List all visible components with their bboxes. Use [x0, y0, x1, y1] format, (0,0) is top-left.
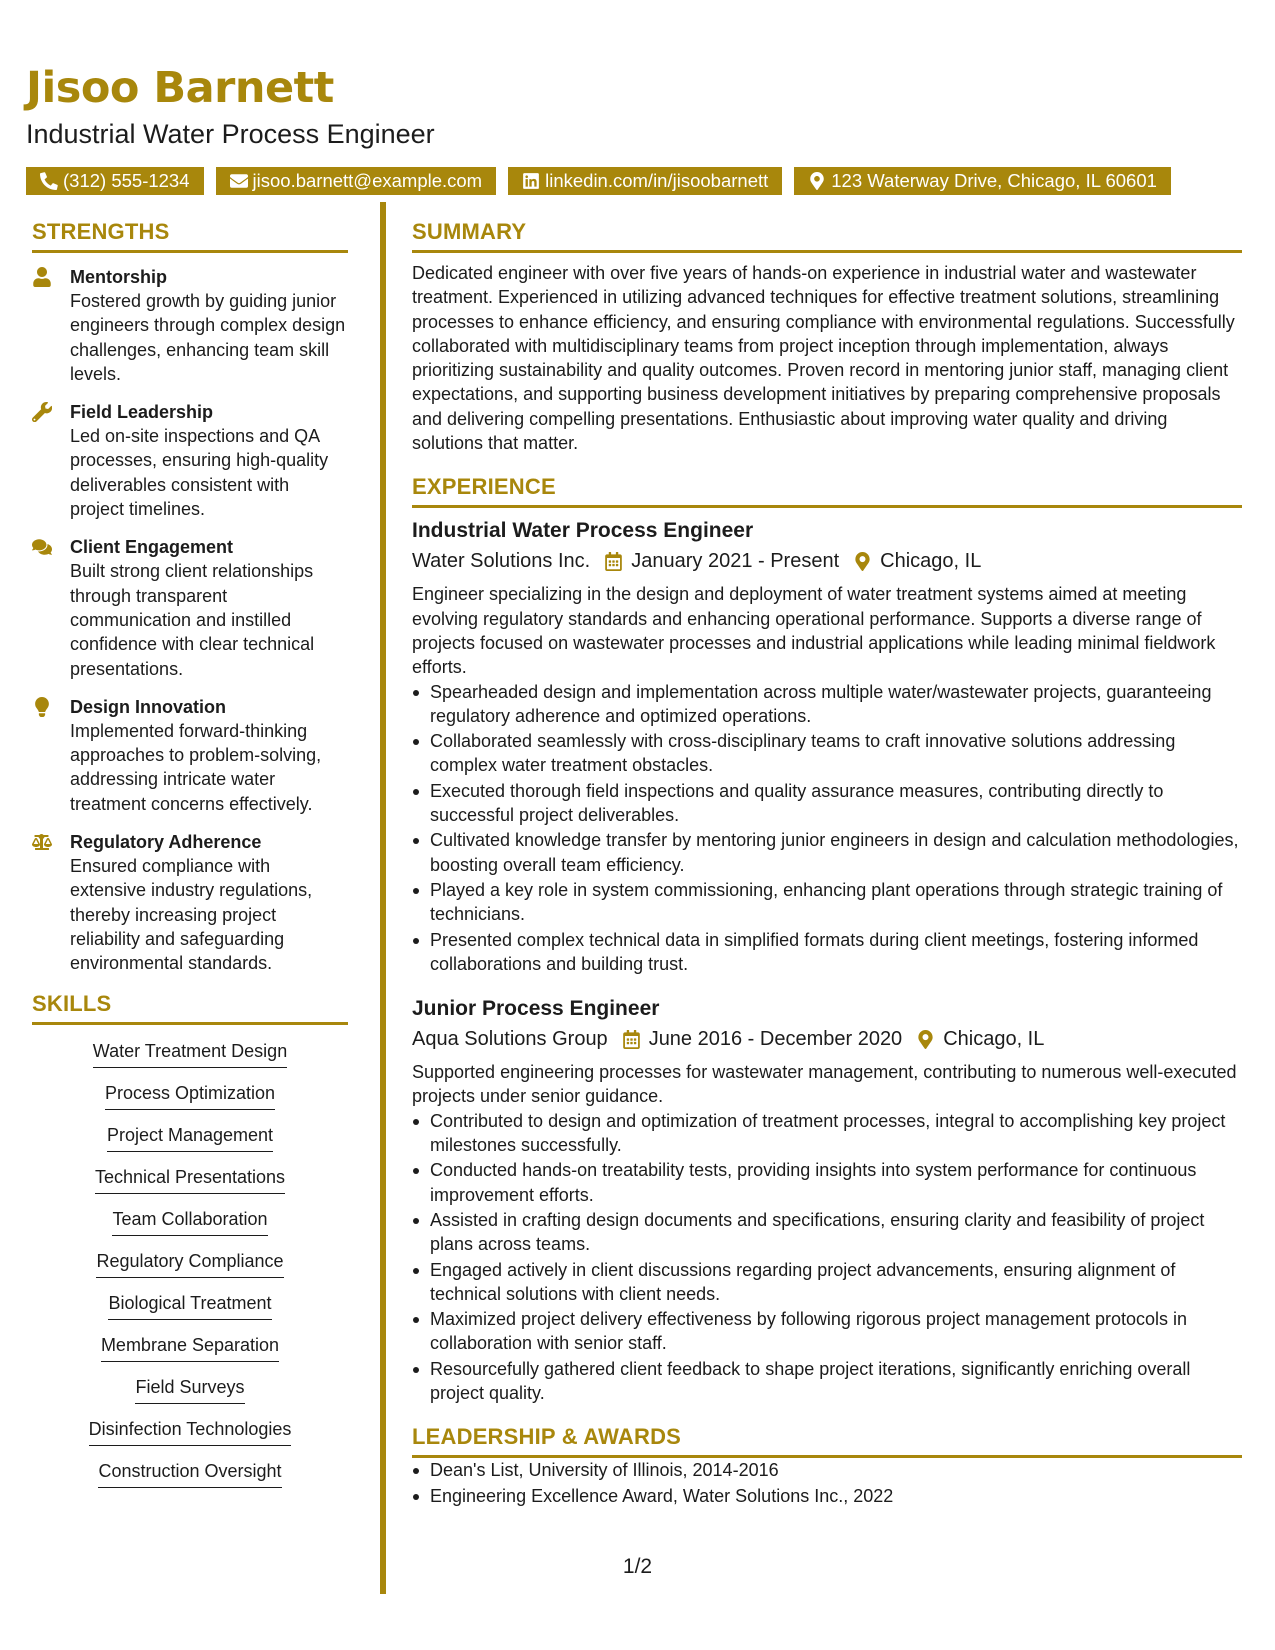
list-item: Spearheaded design and implementation across multiple water/wastewater projects, guaranteeing regulatory adherence and optimized operations.	[412, 680, 1242, 729]
skill-item: Field Surveys	[135, 1375, 244, 1404]
envelope-icon	[230, 172, 248, 190]
map-marker-icon	[808, 172, 826, 190]
strength-title: Mentorship	[70, 267, 167, 287]
strength-item	[32, 535, 348, 680]
skill-item: Regulatory Compliance	[96, 1249, 283, 1278]
calendar-icon	[604, 552, 623, 571]
candidate-title: Industrial Water Process Engineer	[26, 119, 435, 149]
strength-text: Built strong client relationships through transparent communication and instilled confidence with clear technical presentations.	[70, 561, 315, 679]
map-marker-icon	[916, 1030, 935, 1049]
list-item: Engineering Excellence Award, Water Solutions Inc., 2022	[412, 1484, 1242, 1508]
list-item: Assisted in crafting design documents and specifications, ensuring clarity and feasibility of project plans across teams.	[412, 1208, 1242, 1257]
job-meta	[412, 1024, 1242, 1054]
skill-item: Team Collaboration	[112, 1207, 267, 1236]
skill-item: Technical Presentations	[95, 1165, 285, 1194]
strength-title: Regulatory Adherence	[70, 832, 262, 853]
contact-address[interactable]	[794, 167, 1171, 195]
strengths-heading: STRENGTHS	[32, 218, 348, 253]
comments-icon	[32, 537, 52, 557]
contact-address-text: 123 Waterway Drive, Chicago, IL 60601	[831, 170, 1157, 191]
list-item: Conducted hands-on treatability tests, providing insights into system performance for continuous improvement efforts.	[412, 1158, 1242, 1207]
job-entry	[412, 994, 1242, 1405]
summary-heading: SUMMARY	[412, 218, 1242, 253]
user-icon	[32, 267, 52, 287]
job-location: Chicago, IL	[943, 1028, 1045, 1051]
list-item: Engaged actively in client discussions regarding project advancements, ensuring alignment of technical solutions with client needs.	[412, 1258, 1242, 1307]
list-item: Maximized project delivery effectiveness by following rigorous project management protocols in collaboration with senior staff.	[412, 1307, 1242, 1356]
strength-item	[32, 265, 348, 386]
column-divider	[380, 202, 386, 1594]
list-item: Contributed to design and optimization of treatment processes, integral to accomplishing key project milestones successfully.	[412, 1109, 1242, 1158]
contact-email-text: jisoo.barnett@example.com	[252, 170, 483, 191]
wrench-icon	[32, 402, 52, 422]
skill-item: Project Management	[107, 1123, 273, 1152]
contact-linkedin-text: linkedin.com/in/jisoobarnett	[545, 170, 769, 191]
awards-list	[412, 1458, 1242, 1508]
resume-header	[26, 60, 1246, 195]
strength-text: Fostered growth by guiding junior engineers through complex design challenges, enhancing team skill levels.	[70, 291, 346, 384]
job-dates: January 2021 - Present	[631, 550, 840, 573]
skills-heading: SKILLS	[32, 990, 348, 1025]
job-bullets	[412, 680, 1242, 977]
job-title: Industrial Water Process Engineer	[412, 519, 754, 543]
strength-item	[32, 400, 348, 521]
strength-title: Design Innovation	[70, 696, 227, 717]
job-description: Engineer specializing in the design and deployment of water treatment systems aimed at meeting evolving regulatory standards and enhancing operational performance. Supports a diverse range of projects focused on wastewater processes and industrial applications while leading minimal fieldwork efforts.	[412, 584, 1216, 678]
contact-phone[interactable]	[26, 167, 204, 195]
linkedin-icon	[522, 172, 540, 190]
list-item: Dean's List, University of Illinois, 2014-2016	[412, 1458, 1242, 1482]
list-item: Cultivated knowledge transfer by mentoring junior engineers in design and calculation methodologies, boosting overall team efficiency.	[412, 828, 1242, 877]
balance-scale-icon	[32, 832, 52, 852]
job-dates: June 2016 - December 2020	[648, 1028, 903, 1051]
contact-linkedin[interactable]	[508, 167, 782, 195]
list-item: Presented complex technical data in simplified formats during client meetings, fostering informed collaborations and building trust.	[412, 928, 1242, 977]
contact-phone-text: (312) 555-1234	[63, 170, 190, 191]
job-title: Junior Process Engineer	[412, 997, 660, 1021]
skill-item: Construction Oversight	[98, 1459, 281, 1488]
skills-list	[32, 1039, 348, 1488]
job-meta	[412, 546, 1242, 576]
job-entry	[412, 516, 1242, 976]
list-item: Collaborated seamlessly with cross-disciplinary teams to craft innovative solutions addressing complex water treatment obstacles.	[412, 729, 1242, 778]
job-bullets	[412, 1109, 1242, 1406]
strength-item	[32, 830, 348, 975]
lightbulb-icon	[32, 697, 52, 717]
job-company: Aqua Solutions Group	[412, 1028, 608, 1051]
list-item: Executed thorough field inspections and quality assurance measures, contributing directly to successful project deliverables.	[412, 779, 1242, 828]
left-column	[32, 218, 348, 1488]
contact-bar	[26, 167, 1246, 195]
job-location: Chicago, IL	[880, 550, 982, 573]
list-item: Played a key role in system commissioning, enhancing plant operations through strategic training of technicians.	[412, 878, 1242, 927]
skill-item: Disinfection Technologies	[89, 1417, 292, 1446]
skill-item: Membrane Separation	[101, 1333, 279, 1362]
right-column	[412, 218, 1242, 1509]
experience-heading: EXPERIENCE	[412, 473, 1242, 508]
phone-icon	[40, 172, 58, 190]
list-item: Resourcefully gathered client feedback to shape project iterations, significantly enriching overall project quality.	[412, 1357, 1242, 1406]
skill-item: Water Treatment Design	[93, 1039, 287, 1068]
summary-text: Dedicated engineer with over five years of hands-on experience in industrial water and wastewater treatment. Experienced in utilizing advanced techniques for effective treatment solutions, streamlining processes to enhance efficiency, and ensuring compliance with environmental regulations. Successfully collaborated with multidisciplinary teams from project inception through implementation, always prioritizing sustainability and quality outcomes. Proven record in mentoring junior staff, managing client expectations, and supporting business development initiatives by preparing comprehensive proposals and delivering compelling presentations. Enthusiastic about improving water quality and driving solutions that matter.	[412, 263, 1235, 454]
awards-heading: LEADERSHIP & AWARDS	[412, 1423, 1242, 1458]
calendar-icon	[622, 1030, 641, 1049]
map-marker-icon	[853, 552, 872, 571]
page-number: 1/2	[622, 1555, 653, 1578]
skill-item: Biological Treatment	[108, 1291, 271, 1320]
strength-text: Ensured compliance with extensive industry regulations, thereby increasing project reliability and safeguarding environmental standards.	[70, 856, 313, 974]
job-company: Water Solutions Inc.	[412, 550, 591, 573]
strength-title: Client Engagement	[70, 537, 234, 558]
contact-email[interactable]	[216, 167, 497, 195]
job-description: Supported engineering processes for wastewater management, contributing to numerous well-executed projects under senior guidance.	[412, 1062, 1237, 1107]
strength-title: Field Leadership	[70, 402, 214, 423]
skill-item: Process Optimization	[105, 1081, 275, 1110]
strength-item	[32, 695, 348, 816]
strength-text: Led on-site inspections and QA processes, ensuring high-quality deliverables consistent with project timelines.	[70, 426, 329, 520]
candidate-name: Jisoo Barnett	[26, 63, 334, 113]
strengths-list	[32, 265, 348, 976]
strength-text: Implemented forward-thinking approaches to problem-solving, addressing intricate water treatment concerns effectively.	[70, 720, 322, 814]
